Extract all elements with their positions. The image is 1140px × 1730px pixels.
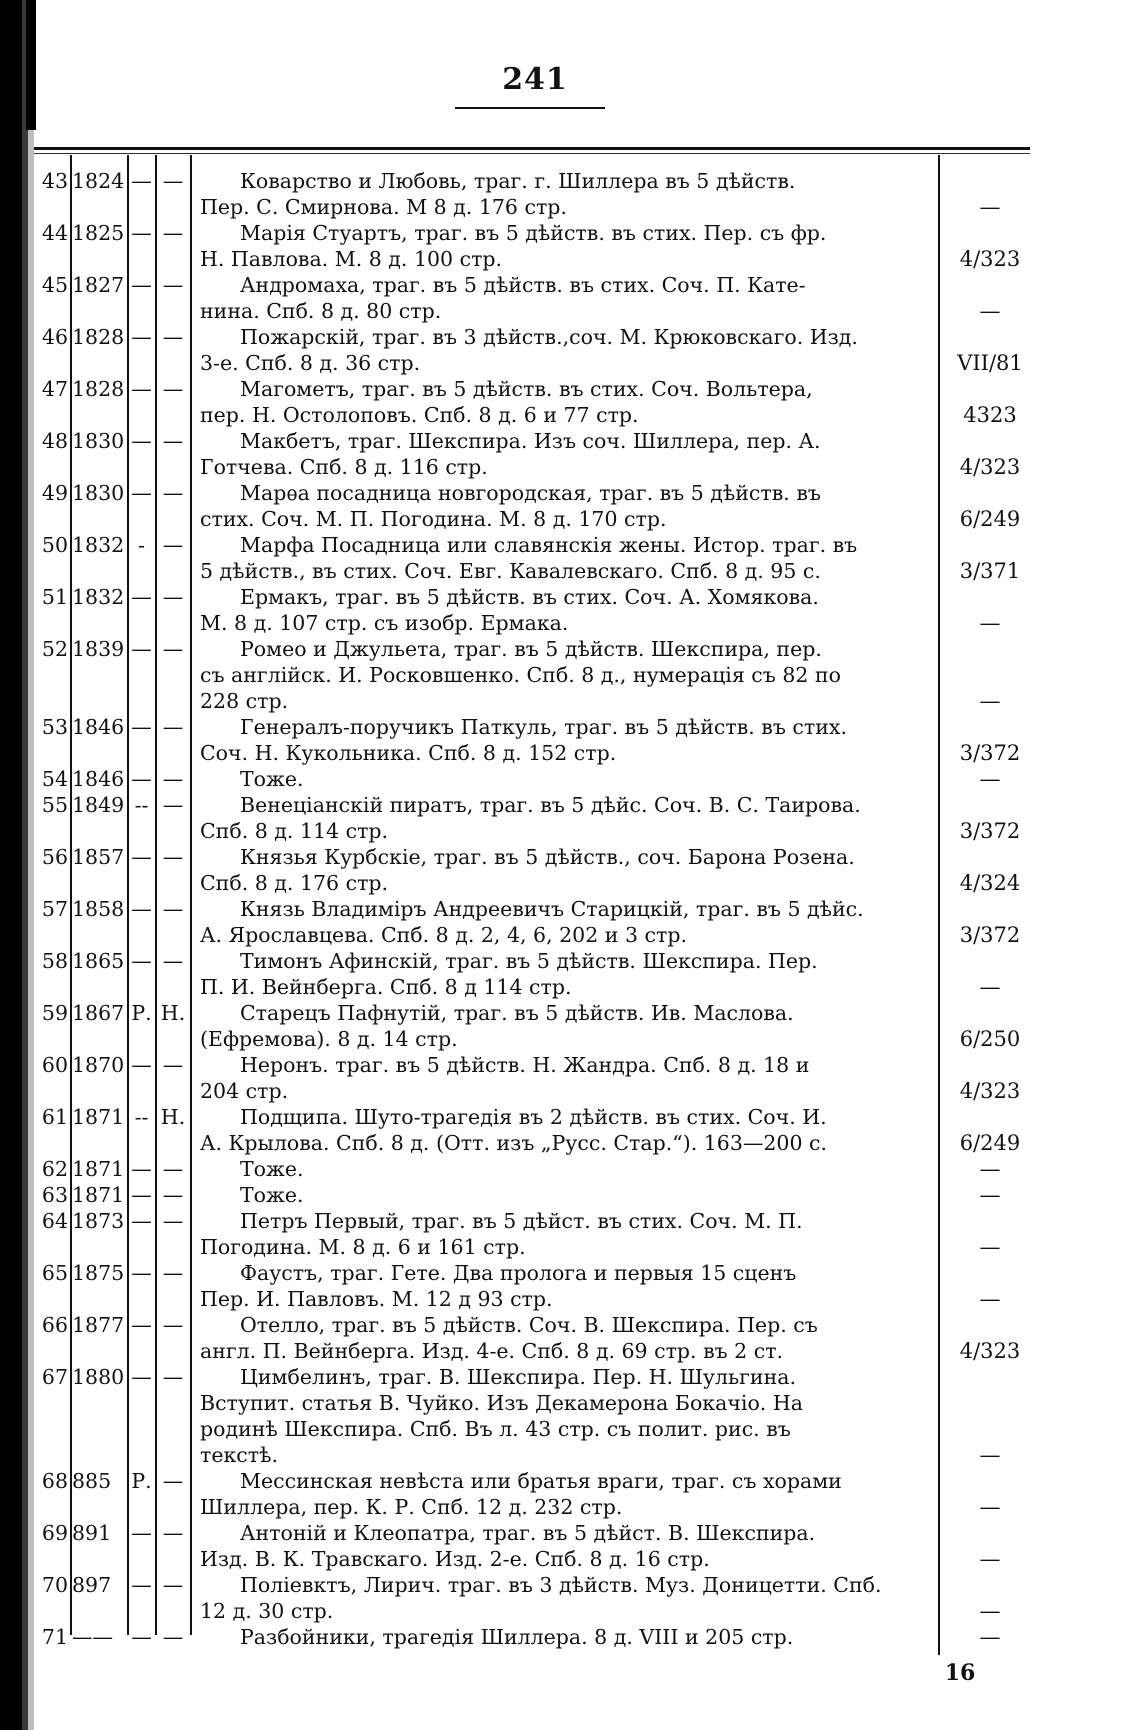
entry-description: [200, 1260, 936, 1312]
entry-number: 46: [41, 325, 68, 349]
entry-number: 64: [41, 1209, 68, 1233]
entry-description: [200, 1104, 936, 1156]
entry-description-line: 3-е. Спб. 8 д. 36 стр.: [200, 351, 421, 375]
entry-reference: —: [979, 1183, 1001, 1207]
entry-flag-2: —: [162, 715, 184, 739]
entry-number: 58: [41, 949, 68, 973]
entry-number: 56: [41, 845, 68, 869]
entry-number: 71: [41, 1625, 68, 1649]
entry-reference: —: [979, 1443, 1001, 1467]
entry-reference: —: [979, 1547, 1001, 1571]
entry-description-line: Макбетъ, траг. Шекспира. Изъ соч. Шиллера, пер. А.: [240, 429, 821, 453]
entry-description-line: Поліевктъ, Лирич. траг. въ 3 дѣйств. Муз. Доницетти. Спб.: [240, 1573, 882, 1597]
entry-year: 885: [72, 1469, 112, 1493]
entry-flag-1: —: [131, 767, 152, 791]
entry-description-line: Фаустъ, траг. Гете. Два пролога и первыя 15 сценъ: [240, 1261, 797, 1285]
entry-description-line: Отелло, траг. въ 5 дѣйств. Соч. В. Шекспира. Пер. съ: [240, 1313, 818, 1337]
entry-number: 43: [41, 169, 68, 193]
entry-year: 1846: [72, 767, 125, 791]
entry-flag-1: —: [131, 1573, 152, 1597]
entry-number: 51: [41, 585, 68, 609]
entry-flag-1: —: [131, 1313, 152, 1337]
entry-year: 1825: [72, 221, 125, 245]
entry-year: 1877: [72, 1313, 125, 1337]
entry-flag-1: Р.: [131, 1001, 152, 1025]
entry-description-line: Марія Стуартъ, траг. въ 5 дѣйств. въ стих. Пер. съ фр.: [240, 221, 827, 245]
entry-reference: —: [979, 1599, 1001, 1623]
entry-reference: 4/323: [959, 247, 1021, 271]
entry-description-line: 228 стр.: [200, 689, 289, 713]
entry-description-line: Князь Владиміръ Андреевичъ Старицкій, траг. въ 5 дѣйс.: [240, 897, 864, 921]
column-divider-description: [938, 155, 940, 1655]
entry-description-line: (Ефремова). 8 д. 14 стр.: [200, 1027, 458, 1051]
entry-number: 63: [41, 1183, 68, 1207]
entry-number: 45: [41, 273, 68, 297]
entry-number: 47: [41, 377, 68, 401]
entry-description-line: Пожарскій, траг. въ 3 дѣйств.,соч. М. Крюковскаго. Изд.: [240, 325, 858, 349]
entry-flag-1: —: [131, 481, 152, 505]
entry-year: 1867: [72, 1001, 125, 1025]
book-spine-shadow: [0, 0, 34, 1730]
entry-description: [200, 636, 936, 714]
entry-description-line: родинѣ Шекспира. Спб. Въ л. 43 стр. съ полит. рис. въ: [200, 1417, 791, 1441]
entry-year: 1830: [72, 429, 125, 453]
entry-reference: —: [979, 1157, 1001, 1181]
entry-year: 1858: [72, 897, 125, 921]
entry-flag-1: —: [131, 949, 152, 973]
entry-year: 1871: [72, 1183, 125, 1207]
entry-description-line: съ англійск. И. Росковшенко. Спб. 8 д., нумерація съ 82 по: [200, 663, 841, 687]
entry-flag-2: —: [162, 1183, 184, 1207]
entry-flag-1: —: [131, 377, 152, 401]
entry-number: 54: [41, 767, 68, 791]
entry-year: 891: [72, 1521, 112, 1545]
entry-description: [200, 272, 936, 324]
entry-reference: —: [979, 767, 1001, 791]
entry-flag-2: —: [162, 585, 184, 609]
entry-flag-1: —: [131, 169, 152, 193]
entry-description-line: Тоже.: [240, 767, 304, 791]
entry-description: [200, 1156, 936, 1182]
entry-flag-2: —: [162, 1261, 184, 1285]
entry-description-line: Неронъ. траг. въ 5 дѣйств. Н. Жандра. Спб. 8 д. 18 и: [240, 1053, 810, 1077]
signature-number: 16: [944, 1660, 976, 1686]
entry-reference: —: [979, 689, 1001, 713]
entry-description-line: Марѳа посадница новгородская, траг. въ 5 дѣйств. въ: [240, 481, 821, 505]
entry-description-line: Погодина. М. 8 д. 6 и 161 стр.: [200, 1235, 526, 1259]
entry-flag-2: —: [162, 767, 184, 791]
entry-flag-2: —: [162, 1157, 184, 1181]
entry-reference: VII/81: [957, 351, 1023, 375]
entry-description: [200, 532, 936, 584]
entry-description-line: Тоже.: [240, 1183, 304, 1207]
entry-year: 1830: [72, 481, 125, 505]
entry-flag-1: Р.: [131, 1469, 152, 1493]
entry-flag-1: —: [131, 1053, 152, 1077]
entry-description-line: 204 стр.: [200, 1079, 289, 1103]
entry-description: [200, 1052, 936, 1104]
entry-description-line: Генералъ-поручикъ Паткуль, траг. въ 5 дѣйств. въ стих.: [240, 715, 847, 739]
entry-description-line: Тимонъ Афинскій, траг. въ 5 дѣйств. Шекспира. Пер.: [240, 949, 818, 973]
entry-description-line: Коварство и Любовь, траг. г. Шиллера въ 5 дѣйств.: [240, 169, 796, 193]
entry-number: 60: [41, 1053, 68, 1077]
entry-flag-2: Н.: [160, 1001, 186, 1025]
entry-description-line: стих. Соч. М. П. Погодина. М. 8 д. 170 стр.: [200, 507, 667, 531]
entry-year: 1828: [72, 325, 125, 349]
entry-description: [200, 1624, 936, 1650]
entry-number: 59: [41, 1001, 68, 1025]
entry-description-line: Ромео и Джульета, траг. въ 5 дѣйств. Шекспира, пер.: [240, 637, 822, 661]
entry-description-line: Антоній и Клеопатра, траг. въ 5 дѣйст. В. Шекспира.: [240, 1521, 816, 1545]
entry-year: 1832: [72, 533, 125, 557]
entry-description: [200, 168, 936, 220]
entry-reference: 4/323: [959, 1339, 1021, 1363]
entry-flag-2: —: [162, 1573, 184, 1597]
entry-number: 50: [41, 533, 68, 557]
entry-flag-2: —: [162, 949, 184, 973]
entry-description-line: пер. Н. Остолоповъ. Спб. 8 д. 6 и 77 стр.: [200, 403, 639, 427]
entry-flag-1: —: [131, 1157, 152, 1181]
entry-number: 66: [41, 1313, 68, 1337]
entry-description-line: Спб. 8 д. 114 стр.: [200, 819, 389, 843]
entry-description: [200, 480, 936, 532]
entry-description: [200, 792, 936, 844]
entry-flag-2: —: [162, 273, 184, 297]
entry-year: 1832: [72, 585, 125, 609]
table-top-rule: [34, 147, 1030, 150]
entry-number: 49: [41, 481, 68, 505]
entry-flag-1: —: [131, 1209, 152, 1233]
spine-notch: [26, 0, 36, 130]
entry-description-line: Ермакъ, траг. въ 5 дѣйств. въ стих. Соч. А. Хомякова.: [240, 585, 819, 609]
entry-flag-1: —: [131, 273, 152, 297]
entry-description: [200, 1000, 936, 1052]
entry-year: 1846: [72, 715, 125, 739]
entry-description: [200, 428, 936, 480]
entry-flag-2: —: [162, 169, 184, 193]
entry-flag-2: —: [162, 793, 184, 817]
entry-year: 1857: [72, 845, 125, 869]
entry-reference: —: [979, 975, 1001, 999]
entry-year: ——: [72, 1625, 113, 1649]
entry-description-line: Андромаха, траг. въ 5 дѣйств. въ стих. Соч. П. Кате-: [240, 273, 806, 297]
entry-number: 55: [41, 793, 68, 817]
entry-description-line: Разбойники, трагедія Шиллера. 8 д. VIII и 205 стр.: [240, 1625, 794, 1649]
entry-flag-1: —: [131, 1625, 152, 1649]
entry-description: [200, 896, 936, 948]
entry-year: 1865: [72, 949, 125, 973]
entry-year: 1827: [72, 273, 125, 297]
entry-description: [200, 1520, 936, 1572]
entry-flag-2: Н.: [160, 1105, 186, 1129]
entry-reference: —: [979, 1625, 1001, 1649]
entry-flag-2: —: [162, 897, 184, 921]
entry-flag-1: —: [131, 845, 152, 869]
entry-flag-2: —: [162, 1053, 184, 1077]
entry-description-line: Князья Курбскіе, траг. въ 5 дѣйств., соч. Барона Розена.: [240, 845, 855, 869]
entry-flag-1: —: [131, 585, 152, 609]
entry-description-line: Вступит. статья В. Чуйко. Изъ Декамерона Бокачіо. На: [200, 1391, 803, 1415]
entry-description: [200, 220, 936, 272]
entry-year: 1871: [72, 1157, 125, 1181]
entry-year: 1839: [72, 637, 125, 661]
entry-reference: 6/249: [959, 507, 1021, 531]
entry-description: [200, 714, 936, 766]
entry-description-line: Изд. В. К. Травскаго. Изд. 2-е. Спб. 8 д. 16 стр.: [200, 1547, 710, 1571]
entry-number: 44: [41, 221, 68, 245]
entry-reference: 3/372: [959, 741, 1021, 765]
column-divider-flag2: [190, 155, 192, 1635]
table-top-rule-thin: [34, 153, 1030, 154]
entry-flag-1: —: [131, 715, 152, 739]
entry-flag-1: —: [131, 1521, 152, 1545]
entry-reference: —: [979, 611, 1001, 635]
entry-description-line: текстѣ.: [200, 1443, 278, 1467]
page-number-underline: [455, 107, 605, 109]
entry-year: 897: [72, 1573, 112, 1597]
entry-flag-1: -: [138, 533, 145, 557]
entry-flag-1: —: [131, 325, 152, 349]
entry-number: 52: [41, 637, 68, 661]
entry-description-line: А. Ярославцева. Спб. 8 д. 2, 4, 6, 202 и 3 стр.: [200, 923, 687, 947]
entry-number: 69: [41, 1521, 68, 1545]
entry-description-line: Н. Павлова. М. 8 д. 100 стр.: [200, 247, 503, 271]
entry-description-line: Тоже.: [240, 1157, 304, 1181]
entry-reference: 3/372: [959, 923, 1021, 947]
entry-flag-1: —: [131, 1261, 152, 1285]
entry-description: [200, 1468, 936, 1520]
entry-reference: 4/323: [959, 455, 1021, 479]
entry-flag-1: —: [131, 1365, 152, 1389]
entry-description: [200, 1312, 936, 1364]
entry-number: 70: [41, 1573, 68, 1597]
entry-reference: —: [979, 299, 1001, 323]
entry-description-line: нина. Спб. 8 д. 80 стр.: [200, 299, 442, 323]
entry-reference: —: [979, 1287, 1001, 1311]
entry-description-line: Шиллера, пер. К. Р. Спб. 12 д. 232 стр.: [200, 1495, 623, 1519]
entry-reference: —: [979, 1495, 1001, 1519]
entry-flag-1: —: [131, 429, 152, 453]
entry-reference: 3/372: [959, 819, 1021, 843]
entry-flag-2: —: [162, 1469, 184, 1493]
entry-flag-2: —: [162, 429, 184, 453]
entry-description: [200, 766, 936, 792]
entry-number: 48: [41, 429, 68, 453]
entry-description-line: Пер. И. Павловъ. М. 12 д 93 стр.: [200, 1287, 553, 1311]
entry-description-line: М. 8 д. 107 стр. съ изобр. Ермака.: [200, 611, 569, 635]
entry-description: [200, 1364, 936, 1468]
entry-description-line: Спб. 8 д. 176 стр.: [200, 871, 389, 895]
entry-reference: —: [979, 1235, 1001, 1259]
entry-description: [200, 324, 936, 376]
entry-year: 1824: [72, 169, 125, 193]
entry-flag-1: --: [134, 1105, 149, 1129]
entry-description-line: А. Крылова. Спб. 8 д. (Отт. изъ „Русс. Стар.“). 163—200 с.: [200, 1131, 828, 1155]
entry-number: 62: [41, 1157, 68, 1181]
entry-description-line: Старецъ Пафнутій, траг. въ 5 дѣйств. Ив. Маслова.: [240, 1001, 794, 1025]
entry-flag-2: —: [162, 221, 184, 245]
entry-year: 1849: [72, 793, 125, 817]
entry-flag-1: —: [131, 1183, 152, 1207]
entry-description-line: Магометъ, траг. въ 5 дѣйств. въ стих. Соч. Вольтера,: [240, 377, 813, 401]
entry-flag-2: —: [162, 533, 184, 557]
entry-description-line: 5 дѣйств., въ стих. Соч. Евг. Кавалевскаго. Спб. 8 д. 95 с.: [200, 559, 821, 583]
entry-description-line: англ. П. Вейнберга. Изд. 4-е. Спб. 8 д. 69 стр. въ 2 ст.: [200, 1339, 784, 1363]
entry-year: 1875: [72, 1261, 125, 1285]
entry-number: 61: [41, 1105, 68, 1129]
entry-flag-2: —: [162, 325, 184, 349]
entry-flag-2: —: [162, 481, 184, 505]
entry-reference: 3/371: [959, 559, 1021, 583]
page-number: 241: [502, 62, 568, 97]
entry-year: 1828: [72, 377, 125, 401]
entry-flag-2: —: [162, 377, 184, 401]
entry-description-line: 12 д. 30 стр.: [200, 1599, 334, 1623]
entry-flag-1: —: [131, 897, 152, 921]
entry-description-line: П. И. Вейнберга. Спб. 8 д 114 стр.: [200, 975, 572, 999]
entry-flag-1: --: [134, 793, 149, 817]
entry-description-line: Венеціанскій пиратъ, траг. въ 5 дѣйс. Соч. В. С. Таирова.: [240, 793, 861, 817]
entry-reference: 6/249: [959, 1131, 1021, 1155]
entry-reference: 6/250: [959, 1027, 1021, 1051]
entry-description-line: Соч. Н. Кукольника. Спб. 8 д. 152 стр.: [200, 741, 617, 765]
entry-number: 57: [41, 897, 68, 921]
entry-number: 65: [41, 1261, 68, 1285]
entry-description: [200, 376, 936, 428]
entry-description-line: Готчева. Спб. 8 д. 116 стр.: [200, 455, 488, 479]
entry-flag-2: —: [162, 1625, 184, 1649]
entry-number: 68: [41, 1469, 68, 1493]
entry-flag-2: —: [162, 845, 184, 869]
entry-number: 67: [41, 1365, 68, 1389]
entry-description-line: Цимбелинъ, траг. В. Шекспира. Пер. Н. Шульгина.: [240, 1365, 796, 1389]
entry-year: 1880: [72, 1365, 125, 1389]
entry-description-line: Пер. С. Смирнова. М 8 д. 176 стр.: [200, 195, 567, 219]
entry-description-line: Мессинская невѣста или братья враги, траг. съ хорами: [240, 1469, 842, 1493]
entry-flag-2: —: [162, 1313, 184, 1337]
entry-description-line: Марфа Посадница или славянскія жены. Истор. траг. въ: [240, 533, 858, 557]
entry-flag-2: —: [162, 1209, 184, 1233]
entry-year: 1870: [72, 1053, 125, 1077]
entry-reference: 4/323: [959, 1079, 1021, 1103]
entry-description: [200, 1208, 936, 1260]
entry-flag-1: —: [131, 221, 152, 245]
entry-reference: —: [979, 195, 1001, 219]
entry-description: [200, 1572, 936, 1624]
entry-description: [200, 584, 936, 636]
entry-description: [200, 1182, 936, 1208]
entry-flag-2: —: [162, 1365, 184, 1389]
entry-description-line: Петръ Первый, траг. въ 5 дѣйст. въ стих. Соч. М. П.: [240, 1209, 803, 1233]
entry-description: [200, 948, 936, 1000]
entry-number: 53: [41, 715, 68, 739]
entry-year: 1873: [72, 1209, 125, 1233]
entry-flag-2: —: [162, 1521, 184, 1545]
entry-reference: 4323: [963, 403, 1017, 427]
entry-year: 1871: [72, 1105, 125, 1129]
entry-flag-2: —: [162, 637, 184, 661]
entry-description: [200, 844, 936, 896]
entry-flag-1: —: [131, 637, 152, 661]
entry-description-line: Подщипа. Шуто-трагедія въ 2 дѣйств. въ стих. Соч. И.: [240, 1105, 827, 1129]
entry-reference: 4/324: [959, 871, 1021, 895]
